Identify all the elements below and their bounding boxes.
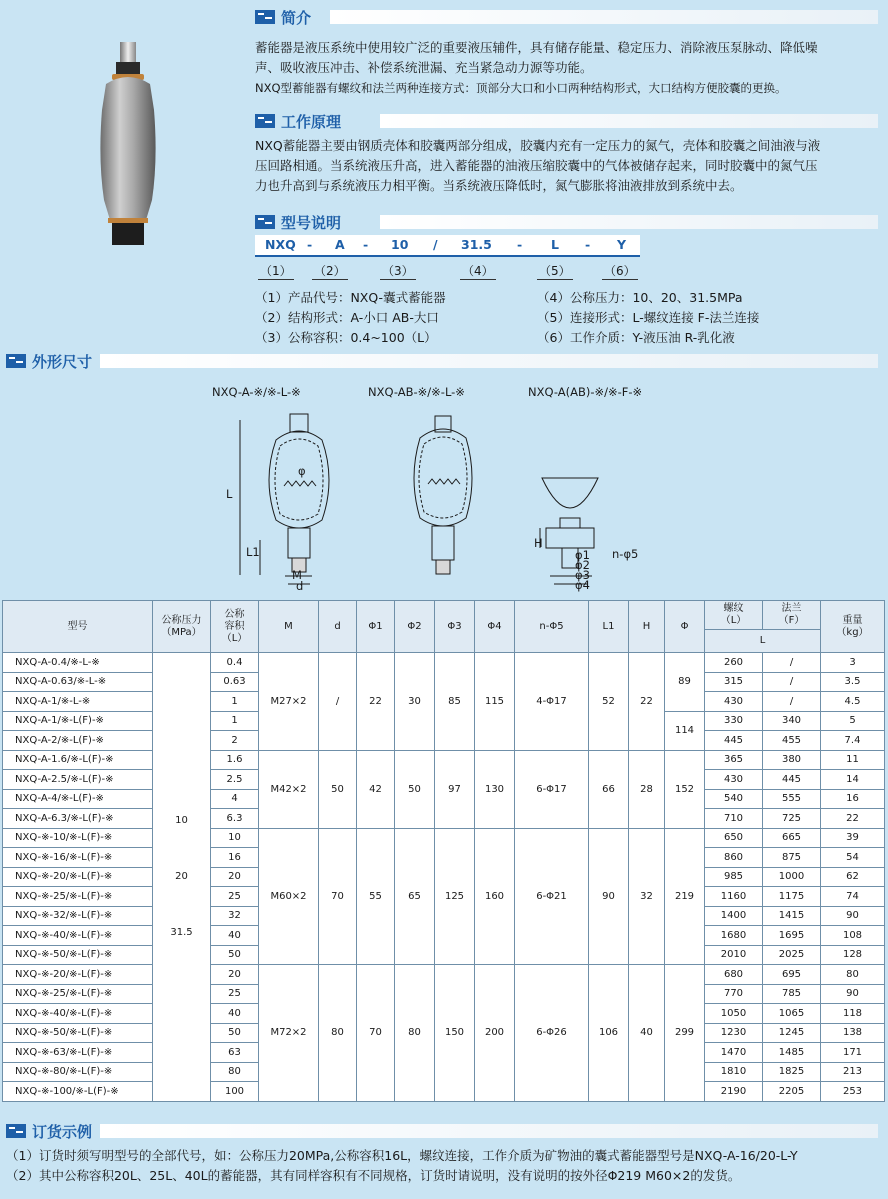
col-header: Φ [665, 601, 705, 653]
model-part: 31.5 [461, 237, 492, 252]
dim-mark-d: d [296, 579, 304, 593]
dim-mark-phi4: φ4 [575, 578, 590, 592]
n-phi5-cell: 6-Φ17 [515, 750, 589, 828]
weight-cell: 3 [821, 653, 885, 673]
phi-cell: 152 [665, 750, 705, 828]
model-cell: NXQ-※-20/※-L(F)-※ [3, 965, 153, 985]
flange-length-cell: 1415 [763, 906, 821, 926]
phi2-cell: 50 [395, 750, 435, 828]
dim-mark-n-phi5: n-φ5 [612, 547, 639, 561]
flange-length-cell: 1695 [763, 926, 821, 946]
weight-cell: 39 [821, 828, 885, 848]
volume-cell: 40 [211, 1004, 259, 1024]
col-header: L1 [589, 601, 629, 653]
table-row [3, 653, 885, 673]
flange-length-cell: / [763, 692, 821, 712]
volume-cell: 1 [211, 711, 259, 731]
dimensions-title: 外形尺寸 [32, 352, 93, 371]
thread-length-cell: 770 [705, 984, 763, 1004]
flange-length-cell: / [763, 672, 821, 692]
model-code-bar [255, 235, 640, 257]
volume-cell: 1 [211, 692, 259, 712]
intro-line: 蓄能器是液压系统中使用较广泛的重要液压辅件，具有储存能量、稳定压力、消除液压泵脉动、降低噪 [255, 40, 818, 55]
l1-cell: 66 [589, 750, 629, 828]
flange-length-cell: 2025 [763, 945, 821, 965]
flange-length-cell: 1825 [763, 1062, 821, 1082]
volume-cell: 25 [211, 887, 259, 907]
volume-cell: 0.4 [211, 653, 259, 673]
model-part: A [335, 237, 345, 252]
flange-length-cell: 1000 [763, 867, 821, 887]
volume-cell: 80 [211, 1062, 259, 1082]
volume-cell: 2.5 [211, 770, 259, 790]
model-cell: NXQ-※-50/※-L(F)-※ [3, 1023, 153, 1043]
drawing-label: NXQ-AB-※/※-L-※ [368, 385, 465, 399]
model-cell: NXQ-※-25/※-L(F)-※ [3, 984, 153, 1004]
volume-cell: 0.63 [211, 672, 259, 692]
dim-mark-phi: φ [298, 464, 306, 478]
thread-length-cell: 540 [705, 789, 763, 809]
accumulator-photo [92, 40, 164, 256]
col-header: H [629, 601, 665, 653]
weight-cell: 90 [821, 984, 885, 1004]
principle-line: 力也升高到与系统液压力相平衡。当系统液压降低时，氮气膨胀将油液排放到系统中去。 [255, 178, 743, 193]
d-cell: 80 [319, 965, 357, 1102]
phi2-cell: 80 [395, 965, 435, 1102]
l1-cell: 90 [589, 828, 629, 965]
flange-length-cell: / [763, 653, 821, 673]
model-cell: NXQ-A-1.6/※-L(F)-※ [3, 750, 153, 770]
weight-cell: 5 [821, 711, 885, 731]
model-cell: NXQ-A-2.5/※-L(F)-※ [3, 770, 153, 790]
model-part: NXQ [265, 237, 296, 252]
dim-mark-phi2: φ2 [575, 558, 590, 572]
flange-length-cell: 1065 [763, 1004, 821, 1024]
drawing-label: NXQ-A(AB)-※/※-F-※ [528, 385, 643, 399]
flange-length-cell: 785 [763, 984, 821, 1004]
thread-length-cell: 2190 [705, 1082, 763, 1102]
weight-cell: 3.5 [821, 672, 885, 692]
dim-mark-H: H [534, 536, 543, 550]
flange-length-cell: 380 [763, 750, 821, 770]
order-line: （2）其中公称容积20L、25L、40L的蓄能器，其有同样容积有不同规格，订货时请说明，没有说明的按外径Φ219 M60×2的发货。 [6, 1168, 741, 1183]
dimension-drawing [220, 400, 660, 592]
model-cell: NXQ-※-32/※-L(F)-※ [3, 906, 153, 926]
d-cell: 50 [319, 750, 357, 828]
col-header: M [259, 601, 319, 653]
col-header: Φ1 [357, 601, 395, 653]
thread-length-cell: 260 [705, 653, 763, 673]
principle-line: NXQ蓄能器主要由钢质壳体和胶囊两部分组成，胶囊内充有一定压力的氮气，壳体和胶囊之间油液与液 [255, 138, 821, 153]
h-cell: 32 [629, 828, 665, 965]
pressure-cell: 10 20 31.5 [153, 653, 211, 1102]
m-cell: M72×2 [259, 965, 319, 1102]
table-row [3, 750, 885, 770]
phi3-cell: 150 [435, 965, 475, 1102]
volume-cell: 2 [211, 731, 259, 751]
phi-cell: 89 [665, 653, 705, 712]
phi1-cell: 55 [357, 828, 395, 965]
section-icon [255, 114, 275, 128]
flange-length-cell: 340 [763, 711, 821, 731]
phi-cell: 219 [665, 828, 705, 965]
flange-length-cell: 555 [763, 789, 821, 809]
weight-cell: 4.5 [821, 692, 885, 712]
thread-length-cell: 1400 [705, 906, 763, 926]
thread-length-cell: 430 [705, 770, 763, 790]
spec-table-head [3, 601, 885, 653]
weight-cell: 213 [821, 1062, 885, 1082]
model-cell: NXQ-※-100/※-L(F)-※ [3, 1082, 153, 1102]
phi4-cell: 115 [475, 653, 515, 751]
model-desc-right [537, 288, 759, 348]
model-part: - [585, 237, 591, 252]
model-cell: NXQ-※-10/※-L(F)-※ [3, 828, 153, 848]
col-header: 公称压力 （MPa） [153, 601, 211, 653]
spec-table-body [3, 653, 885, 1102]
order-title: 订货示例 [32, 1122, 93, 1141]
thread-length-cell: 365 [705, 750, 763, 770]
l1-cell: 52 [589, 653, 629, 751]
d-cell: / [319, 653, 357, 751]
model-part: 10 [391, 237, 409, 252]
table-row [3, 965, 885, 985]
phi1-cell: 70 [357, 965, 395, 1102]
col-header: Φ3 [435, 601, 475, 653]
col-header: 重量 （kg） [821, 601, 885, 653]
section-bar [380, 215, 878, 229]
phi3-cell: 85 [435, 653, 475, 751]
principle-header [255, 112, 341, 130]
flange-length-cell: 1245 [763, 1023, 821, 1043]
thread-length-cell: 710 [705, 809, 763, 829]
thread-length-cell: 1680 [705, 926, 763, 946]
model-cell: NXQ-※-50/※-L(F)-※ [3, 945, 153, 965]
section-bar [100, 354, 878, 368]
weight-cell: 7.4 [821, 731, 885, 751]
drawing-label: NXQ-A-※/※-L-※ [212, 385, 301, 399]
phi3-cell: 125 [435, 828, 475, 965]
model-desc: （4）公称压力：10、20、31.5MPa [537, 290, 743, 305]
phi-cell: 114 [665, 711, 705, 750]
dim-mark-L1: L1 [246, 545, 260, 559]
weight-cell: 62 [821, 867, 885, 887]
weight-cell: 80 [821, 965, 885, 985]
weight-cell: 253 [821, 1082, 885, 1102]
section-icon [255, 10, 275, 24]
weight-cell: 74 [821, 887, 885, 907]
model-cell: NXQ-A-2/※-L(F)-※ [3, 731, 153, 751]
col-header: Φ4 [475, 601, 515, 653]
dim-mark-phi3: φ3 [575, 568, 590, 582]
section-bar [100, 1124, 878, 1138]
phi4-cell: 130 [475, 750, 515, 828]
h-cell: 40 [629, 965, 665, 1102]
section-icon [6, 1124, 26, 1138]
model-cell: NXQ-※-16/※-L(F)-※ [3, 848, 153, 868]
col-header-L: L [705, 630, 821, 653]
col-header: 螺纹 （L） [705, 601, 763, 630]
volume-cell: 50 [211, 945, 259, 965]
phi1-cell: 22 [357, 653, 395, 751]
weight-cell: 16 [821, 789, 885, 809]
model-cell: NXQ-A-0.4/※-L-※ [3, 653, 153, 673]
model-part: - [307, 237, 313, 252]
thread-length-cell: 650 [705, 828, 763, 848]
phi2-cell: 65 [395, 828, 435, 965]
phi4-cell: 200 [475, 965, 515, 1102]
model-index: （5） [539, 264, 571, 278]
m-cell: M60×2 [259, 828, 319, 965]
model-cell: NXQ-※-40/※-L(F)-※ [3, 1004, 153, 1024]
thread-length-cell: 1470 [705, 1043, 763, 1063]
flange-length-cell: 455 [763, 731, 821, 751]
weight-cell: 54 [821, 848, 885, 868]
weight-cell: 138 [821, 1023, 885, 1043]
flange-length-cell: 2205 [763, 1082, 821, 1102]
model-header [255, 213, 341, 231]
weight-cell: 171 [821, 1043, 885, 1063]
weight-cell: 90 [821, 906, 885, 926]
volume-cell: 50 [211, 1023, 259, 1043]
thread-length-cell: 330 [705, 711, 763, 731]
thread-length-cell: 2010 [705, 945, 763, 965]
section-bar [380, 114, 878, 128]
flange-length-cell: 875 [763, 848, 821, 868]
weight-cell: 118 [821, 1004, 885, 1024]
phi4-cell: 160 [475, 828, 515, 965]
volume-cell: 100 [211, 1082, 259, 1102]
thread-length-cell: 1050 [705, 1004, 763, 1024]
dim-mark-M: M [292, 568, 302, 582]
model-part: - [363, 237, 369, 252]
dim-mark-L: L [226, 487, 233, 501]
volume-cell: 20 [211, 867, 259, 887]
model-cell: NXQ-※-25/※-L(F)-※ [3, 887, 153, 907]
volume-cell: 20 [211, 965, 259, 985]
phi1-cell: 42 [357, 750, 395, 828]
weight-cell: 108 [821, 926, 885, 946]
model-cell: NXQ-A-6.3/※-L(F)-※ [3, 809, 153, 829]
flange-length-cell: 445 [763, 770, 821, 790]
model-desc: （1）产品代号：NXQ-囊式蓄能器 [255, 290, 446, 305]
thread-length-cell: 315 [705, 672, 763, 692]
flange-length-cell: 1485 [763, 1043, 821, 1063]
phi3-cell: 97 [435, 750, 475, 828]
volume-cell: 40 [211, 926, 259, 946]
weight-cell: 128 [821, 945, 885, 965]
thread-length-cell: 860 [705, 848, 763, 868]
col-header: 法兰 （F） [763, 601, 821, 630]
model-cell: NXQ-※-80/※-L(F)-※ [3, 1062, 153, 1082]
h-cell: 22 [629, 653, 665, 751]
model-desc-left [255, 288, 446, 348]
model-desc: （6）工作介质：Y-液压油 R-乳化液 [537, 330, 735, 345]
section-bar [330, 10, 878, 24]
col-header: 公称 容积 （L） [211, 601, 259, 653]
order-line: （1）订货时须写明型号的全部代号，如：公称压力20MPa,公称容积16L，螺纹连接，工作介质为矿物油的囊式蓄能器型号是NXQ-A-16/20-L-Y [6, 1148, 798, 1163]
model-index: （1） [260, 264, 292, 278]
volume-cell: 16 [211, 848, 259, 868]
spec-table [2, 600, 885, 1102]
volume-cell: 63 [211, 1043, 259, 1063]
volume-cell: 6.3 [211, 809, 259, 829]
n-phi5-cell: 6-Φ26 [515, 965, 589, 1102]
h-cell: 28 [629, 750, 665, 828]
col-header: 型号 [3, 601, 153, 653]
model-desc: （3）公称容积：0.4~100（L） [255, 330, 437, 345]
phi-cell: 299 [665, 965, 705, 1102]
volume-cell: 4 [211, 789, 259, 809]
model-cell: NXQ-A-1/※-L-※ [3, 692, 153, 712]
model-title: 型号说明 [281, 213, 342, 232]
model-index: （2） [314, 264, 346, 278]
flange-length-cell: 665 [763, 828, 821, 848]
model-cell: NXQ-A-4/※-L(F)-※ [3, 789, 153, 809]
model-part: - [517, 237, 523, 252]
model-cell: NXQ-A-0.63/※-L-※ [3, 672, 153, 692]
n-phi5-cell: 4-Φ17 [515, 653, 589, 751]
intro-line: NXQ型蓄能器有螺纹和法兰两种连接方式：顶部分大口和小口两种结构形式，大口结构方便胶囊的更换。 [255, 81, 787, 95]
volume-cell: 25 [211, 984, 259, 1004]
volume-cell: 32 [211, 906, 259, 926]
flange-length-cell: 725 [763, 809, 821, 829]
model-cell: NXQ-※-40/※-L(F)-※ [3, 926, 153, 946]
intro-title: 简介 [281, 8, 312, 27]
flange-length-cell: 1175 [763, 887, 821, 907]
model-index: （4） [462, 264, 494, 278]
volume-cell: 1.6 [211, 750, 259, 770]
intro-header [255, 8, 311, 26]
dimensions-header [6, 352, 92, 370]
table-row [3, 828, 885, 848]
model-desc: （2）结构形式：A-小口 AB-大口 [255, 310, 439, 325]
dim-mark-phi1: φ1 [575, 548, 590, 562]
phi2-cell: 30 [395, 653, 435, 751]
thread-length-cell: 1810 [705, 1062, 763, 1082]
thread-length-cell: 680 [705, 965, 763, 985]
d-cell: 70 [319, 828, 357, 965]
principle-line: 压回路相通。当系统液压升高，进入蓄能器的油液压缩胶囊中的气体被储存起来，同时胶囊中的氮气压 [255, 158, 818, 173]
thread-length-cell: 1160 [705, 887, 763, 907]
model-part: / [433, 237, 438, 252]
model-index: （3） [382, 264, 414, 278]
thread-length-cell: 985 [705, 867, 763, 887]
volume-cell: 10 [211, 828, 259, 848]
col-header: n-Φ5 [515, 601, 589, 653]
intro-line: 声、吸收液压冲击、补偿系统泄漏、充当紧急动力源等功能。 [255, 60, 593, 75]
model-cell: NXQ-※-20/※-L(F)-※ [3, 867, 153, 887]
model-part: L [551, 237, 559, 252]
section-icon [255, 215, 275, 229]
thread-length-cell: 445 [705, 731, 763, 751]
section-icon [6, 354, 26, 368]
flange-length-cell: 695 [763, 965, 821, 985]
m-cell: M42×2 [259, 750, 319, 828]
col-header: d [319, 601, 357, 653]
model-desc: （5）连接形式：L-螺纹连接 F-法兰连接 [537, 310, 760, 325]
col-header: Φ2 [395, 601, 435, 653]
weight-cell: 14 [821, 770, 885, 790]
model-part: Y [617, 237, 627, 252]
thread-length-cell: 1230 [705, 1023, 763, 1043]
m-cell: M27×2 [259, 653, 319, 751]
thread-length-cell: 430 [705, 692, 763, 712]
n-phi5-cell: 6-Φ21 [515, 828, 589, 965]
model-index: （6） [604, 264, 636, 278]
model-cell: NXQ-A-1/※-L(F)-※ [3, 711, 153, 731]
weight-cell: 11 [821, 750, 885, 770]
principle-title: 工作原理 [281, 112, 342, 131]
model-cell: NXQ-※-63/※-L(F)-※ [3, 1043, 153, 1063]
l1-cell: 106 [589, 965, 629, 1102]
weight-cell: 22 [821, 809, 885, 829]
order-header [6, 1122, 92, 1140]
